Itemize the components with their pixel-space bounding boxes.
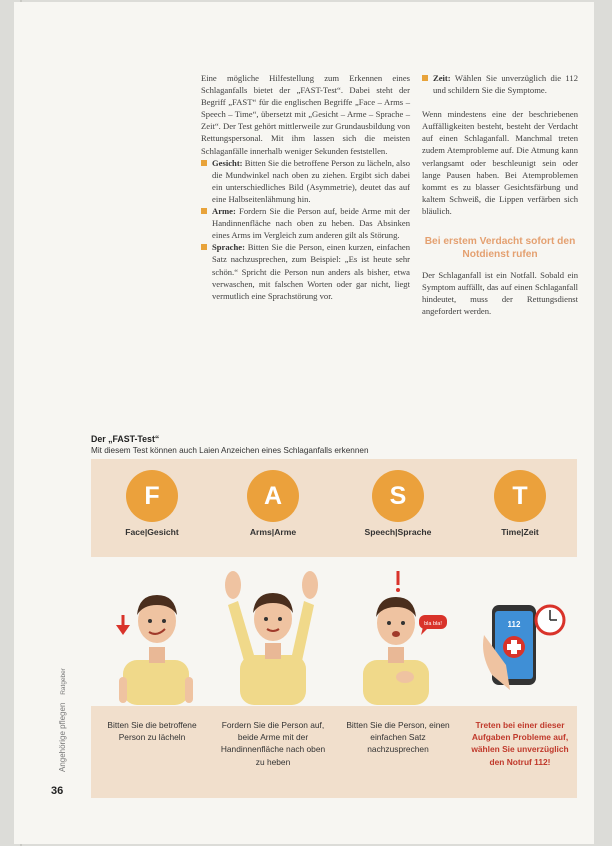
suspicion-paragraph: Wenn mindestens eine der beschriebenen Auffälligkeiten besteht, besteht der Verdacht auf einen Schlaganfall. Manchmal treten zudem Atemprobleme auf. Die Atmung kann verlangsamt oder beschleunigt sein oder lange Pausen haben. Bei Atemproblemen kommt es zu blasser Gesichtsfärbung und kaltem Schweiß, die Lippen verfärben sich bläulich.	[422, 109, 578, 216]
person-smile-illustration	[105, 565, 215, 705]
article-column-1	[201, 72, 410, 302]
bullet-speech: Sprache: Bitten Sie die Person, einen kurzen, einfachen Satz nachzusprechen, zum Beispiel: „Es ist heute sehr schön.“ Spricht die Person nun anders als bisher, etwa verwaschen, mit falschen Worten oder gar nicht, liegt vermutlich eine Sprachstörung vor.	[201, 241, 410, 301]
clock-icon	[536, 606, 564, 634]
speech-bubble-text: bla bla!	[424, 621, 442, 627]
page-number: 36	[51, 785, 64, 797]
letter-f-circle: F	[126, 470, 178, 522]
intro-paragraph: Eine mögliche Hilfestellung zum Erkennen eines Schlaganfalls bietet der „FAST-Test“. Dabei steht der Begriff „FAST“ für die englischen Begriffe „Face – Arms – Speech – Time“, übersetzt mit „Gesicht – Arme – Sprache – Zeit“. Der Test gehört mittlerweile zur Grundausbildung von Rettungspersonal. Mit ihm lassen sich die meisten Schlaganfälle innerhalb weniger Sekunden feststellen.	[201, 73, 410, 156]
caption-time: Treten bei einer dieser Aufgaben Probleme auf, wählen Sie unverzüglich den Notruf 112!	[471, 720, 569, 767]
running-footer-title: Angehörige pflegen	[58, 702, 67, 772]
caption-arms: Fordern Sie die Person auf, beide Arme mit der Handinnenfläche nach oben zu heben	[220, 720, 326, 767]
exclamation-icon	[396, 571, 400, 592]
article-column-2	[422, 72, 578, 317]
emergency-phone-illustration	[470, 565, 580, 705]
bullet-time: Zeit: Wählen Sie unverzüglich die 112 und schildern Sie die Symptome.	[422, 72, 578, 96]
bullet-arms: Arme: Fordern Sie die Person auf, beide Arme mit der Handinnenfläche nach oben zu heben. Das Absinken eines Arms im Vergleich zum anderen gilt als Störung.	[201, 205, 410, 241]
person-speech-illustration	[345, 565, 455, 705]
subheading: Bei erstem Verdacht sofort den Notdienst rufen	[424, 236, 576, 261]
phone-number-text: 112	[507, 620, 521, 629]
caption-speech: Bitten Sie die Person, einen einfachen Satz nachzusprechen	[346, 720, 450, 755]
person-arms-illustration	[218, 565, 328, 705]
label-arms: Arms|Arme	[249, 527, 297, 537]
fast-subtitle: Mit diesem Test können auch Laien Anzeichen eines Schlaganfalls erkennen	[91, 446, 369, 455]
running-footer	[58, 642, 68, 772]
label-face: Face|Gesicht	[125, 527, 179, 537]
letter-s-circle: S	[372, 470, 424, 522]
down-arrow-icon	[116, 615, 130, 635]
speech-bubble-icon	[419, 615, 447, 635]
medical-cross-icon	[503, 636, 525, 658]
letter-a-circle: A	[247, 470, 299, 522]
caption-face: Bitten Sie die betroffene Person zu lächeln	[107, 720, 197, 743]
letter-t-circle: T	[494, 470, 546, 522]
label-time: Time|Zeit	[501, 527, 539, 537]
running-footer-subtitle: Ratgeber	[60, 668, 67, 695]
label-speech: Speech|Sprache	[364, 527, 432, 537]
emergency-paragraph: Der Schlaganfall ist ein Notfall. Sobald ein Symptom auffällt, das auf einen Schlaganfall hindeutet, muss der Rettungsdienst angefordert werden.	[422, 270, 578, 317]
fast-title: Der „FAST-Test“	[91, 434, 160, 444]
bullet-face: Gesicht: Bitten Sie die betroffene Person zu lächeln, also die Mundwinkel nach oben zu ziehen. Ergibt sich dabei ein unterschiedliches Bild (Asymmetrie), deutet das auf eine Halbseitenlähmung hin.	[201, 157, 410, 205]
